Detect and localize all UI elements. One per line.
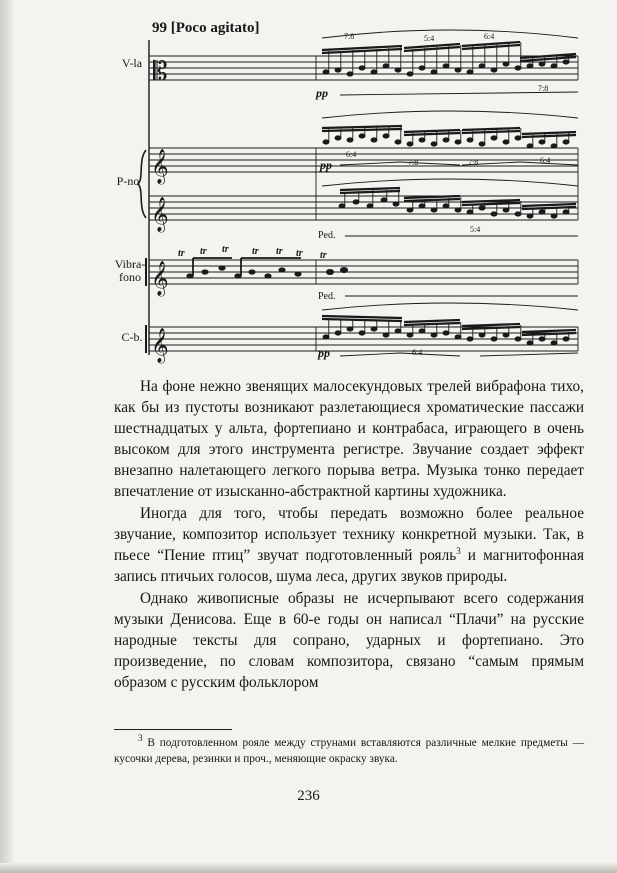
page-number: 236: [297, 788, 320, 804]
trill-marking: tr: [320, 250, 327, 261]
tuplet-label: 7:8: [538, 84, 549, 93]
footnote-marker: 3: [138, 733, 143, 744]
svg-text:𝄞: 𝄞: [151, 149, 169, 184]
instrument-label-vibraphone-line2: fono: [119, 270, 141, 284]
svg-text:𝄞: 𝄞: [151, 261, 169, 296]
tuplet-label: 7:8: [468, 158, 479, 167]
trill-marking: tr: [252, 246, 259, 257]
instrument-label-contrabass: C-b.: [121, 330, 143, 344]
tuplet-label: 6:4: [484, 32, 495, 41]
trill-marking: tr: [276, 246, 283, 257]
pedal-marking: Ped.: [318, 230, 336, 241]
tuplet-label: 5:4: [424, 34, 435, 43]
pedal-marking: Ped.: [318, 291, 336, 302]
paragraph: [114, 503, 584, 587]
paragraph: На фоне нежно звенящих малосекундовых трелей вибрафона тихо, как бы из пустоты возникают разлетающиеся хроматические пассажи шестнадцатых у альта, фортепиано и контрабаса, играющего в очень высоком для этого инструмента регистре. Звучание создает эффект внезапно налетающего легкого порыва ветра. Музыка тонко передает впечатление от изысканно-абстрактной картины художника.: [114, 378, 584, 500]
score-notation: [0, 0, 617, 370]
trill-marking: tr: [178, 248, 185, 259]
dynamic-pp: pp: [318, 346, 330, 360]
trill-marking: tr: [222, 244, 229, 255]
instrument-label-piano: P-no: [116, 174, 140, 188]
tuplet-label: 7:8: [344, 32, 355, 41]
tuplet-label: 6:4: [412, 348, 423, 357]
svg-text:𝄞: 𝄞: [151, 197, 169, 232]
staff-piano-upper: [149, 148, 578, 172]
instrument-label-viola: V-la: [121, 56, 143, 70]
svg-text:𝄡: 𝄡: [153, 57, 168, 87]
tuplet-label: 5:4: [470, 225, 481, 234]
dynamic-pp: pp: [320, 158, 332, 172]
tuplet-label: 6:4: [346, 150, 357, 159]
instrument-label-vibraphone-line1: Vibra-: [114, 257, 146, 271]
footnote-divider: [114, 729, 232, 730]
tuplet-label: 7:8: [408, 158, 419, 167]
paragraph: Однако живописные образы не исчерпывают всего содержания музыки Денисова. Еще в 60-е годы он написал “Плачи” на русские народные тексты для сопрано, ударных и фортепиано. Это произведение, по словам композитора, связано “самым прямым образом с русским фольклором: [114, 590, 584, 691]
body-text: [114, 376, 584, 693]
music-score: [0, 0, 617, 370]
dynamic-pp: pp: [316, 86, 328, 100]
tuplet-label: 6:4: [540, 156, 551, 165]
paragraph-text: рояль: [419, 547, 457, 564]
page-edge-bottom: [0, 863, 617, 873]
paragraph-text: Иногда для того, чтобы передать возможно более реальное звучание, композитор использует технику конкретной музыки. Так, в пьесе “Пение птиц” звучат подготовленный: [114, 505, 584, 564]
footnote-reference: 3: [456, 545, 461, 556]
rehearsal-mark: 99 [Poco agitato]: [152, 20, 260, 36]
paragraph-text: и магнитофонная запись птичьих голосов, шума леса, других звуков природы.: [114, 547, 584, 585]
trill-marking: tr: [296, 248, 303, 259]
footnote-text: В подготовленном рояле между струнами вставляются различные мелкие предметы — кусочки дерева, резинки и проч., меняющие окраску звука.: [114, 737, 584, 765]
svg-text:𝄞: 𝄞: [151, 328, 169, 363]
trill-marking: tr: [200, 246, 207, 257]
footnote: [114, 735, 584, 767]
